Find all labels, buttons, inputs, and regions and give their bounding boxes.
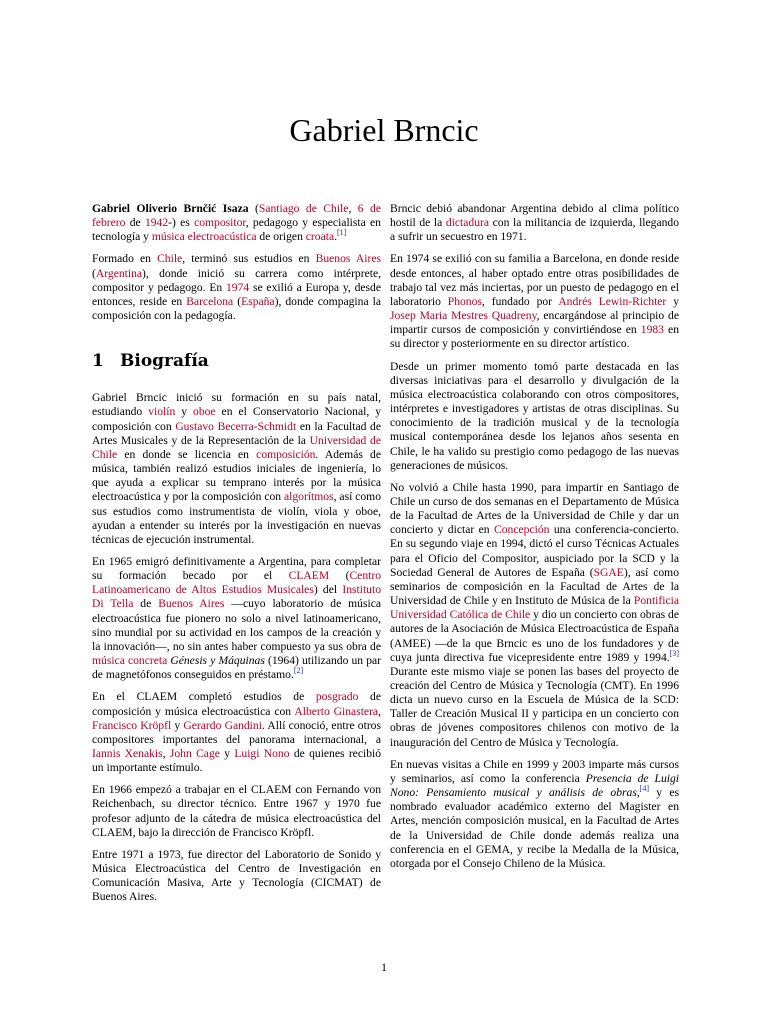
citation-2[interactable]: [2] [293,666,304,676]
section-heading-biografia [92,351,381,371]
link-compositor[interactable]: compositor [194,216,246,230]
link-claem[interactable]: CLAEM [288,569,330,583]
paragraph-1971: Entre 1971 a 1973, fue director del Laboratorio de Sonido y Música Electroacústica del Centro de Investigación en Comunicación Masiva, Arte y Tecnología (CICMAT) de Buenos Aires. [92,847,381,904]
link-barcelona[interactable]: Barcelona [186,294,234,308]
link-algoritmos[interactable]: algorítmos [284,490,334,504]
link-xenakis[interactable]: Iannis Xenakis [92,747,163,760]
link-phonos[interactable]: Phonos [447,294,482,308]
link-croata[interactable]: croata [305,230,335,244]
link-centro-latinoamericano[interactable]: Centro Latinoamericano de Altos Estudios Musicales [92,569,381,597]
left-column [92,202,381,913]
citation-1[interactable]: [1] [337,228,347,238]
link-1983[interactable]: 1983 [640,323,664,337]
link-violin[interactable]: violín [148,405,176,419]
paragraph-early-training: Gabriel Brncic inició su formación en su país natal, estudiando violín y oboe en el Conservatorio Nacional, y composición con Gustavo Becerra-Schmidt en la Facultad de Artes Musicales y de la Representación de la Universidad de Chile en donde se licencia en composición. Además de música, también realizó estudios iniciales de ingeniería, lo que ayuda a explicar su temprano interés por la música electroacústica y por la composición con algorítmos, así como sus estudios como instrumentista de violín, viola y oboe, ayudan a entender su interés por la investigación en nuevas técnicas de ejecución instrumental. [92,391,381,546]
link-chile[interactable]: Chile [157,252,183,266]
section-title: Biografía [120,351,209,372]
link-instituto-di-tella[interactable]: Instituto Di Tella [92,583,381,611]
page-title: Gabriel Brncic [289,112,479,148]
paragraph-exile-reason: Brncic debió abandonar Argentina debido al clima político hostil de la dictadura con la militancia de izquierda, llegando a sufrir un secuestro en 1971. [390,202,679,244]
page-number: 1 [381,960,387,974]
link-buenos-aires[interactable]: Buenos Aires [315,252,381,266]
link-santiago[interactable]: Santiago de Chile [258,202,349,215]
link-pontificia-universidad[interactable]: Pontificia Universidad Católica de Chile [390,594,679,622]
paragraph-formation: Formado en Chile, terminó sus estudios en Buenos Aires (Argentina), donde inició su carrera como intérprete, compositor y pedagogo. En 1974 se exilió a Europa y, desde entonces, reside en Barcelona (España), donde compagina la composición con la pedagogía. [92,252,381,323]
work-title-genesis: Génesis y Máquinas [170,654,265,668]
link-concepcion[interactable]: Concepción [494,523,550,537]
paragraph-1966: En 1966 empezó a trabajar en el CLAEM con Fernando von Reichenbach, su director técnico. Entre 1967 y 1970 fue profesor adjunto de la cátedra de música electroacústica del CLAEM, bajo la dirección de Francisco Kröpfl. [92,783,381,839]
paragraph-argentina: En 1965 emigró definitivamente a Argentina, para completar su formación becado por el CLAEM (Centro Latinoamericano de Altos Estudios Musicales) del Instituto Di Tella de Buenos Aires —cuyo laboratorio de música electroacústica fue pionero no solo a nivel latinoamericano, sino mundial por su actividad en los campos de la creación y la innovación—, no sin antes haber compuesto ya sus obra de música concreta Génesis y Máquinas (1964) utilizando un par de magnetófonos conseguidos en préstamo.[2] [92,554,382,682]
link-kropfl[interactable]: Francisco Kröpfl [92,718,172,732]
link-universidad-de-chile[interactable]: Universidad de Chile [92,433,381,461]
link-ginastera[interactable]: Alberto Ginastera [294,704,379,718]
section-number: 1 [92,351,104,372]
citation-4[interactable]: [4] [639,784,650,794]
subject-name: Gabriel Oliverio Brnčić Isaza [92,202,249,215]
link-musica-concreta[interactable]: música concreta [92,654,168,668]
paragraph-divulgation: Desde un primer momento tomó parte destacada en las diversas iniciativas para el desarrollo y divulgación de la música electroacústica colaborando con otros compositores, intérpretes e investigadores y artistas de otras disciplinas. Su conocimiento de la tradición musical y de la tecnología musical contemporánea desde los lejanos años sesenta en Chile, le ha valido su prestigio como pedagogo de las nuevas generaciones de músicos. [390,359,679,472]
link-composicion[interactable]: composición [256,447,316,461]
link-lewin-richter[interactable]: Andrés Lewin-Richter [558,294,667,308]
link-luigi-nono[interactable]: Luigi Nono [234,747,290,760]
link-buenos-aires-2[interactable]: Buenos Aires [158,597,225,611]
link-mestres-quadreny[interactable]: Josep Maria Mestres Quadreny [390,309,537,323]
link-birth-date[interactable]: 6 de febrero [92,202,381,230]
link-oboe[interactable]: oboe [193,405,216,419]
link-birth-year[interactable]: 1942 [144,216,169,230]
link-sgae[interactable]: SGAE [593,565,624,579]
citation-3[interactable]: [3] [669,648,679,658]
link-becerra-schmidt[interactable]: Gustavo Becerra-Schmidt [175,419,297,433]
link-espana[interactable]: España [241,294,275,308]
link-argentina[interactable]: Argentina [95,266,143,280]
link-1974[interactable]: 1974 [226,280,250,294]
paragraph-claem-studies: En el CLAEM completó estudios de posgrado de composición y música electroacústica con Alberto Ginastera, Francisco Kröpfl y Gerardo Gandini. Allí conoció, entre otros compositores importantes del panorama internacional, a Iannis Xenakis, John Cage y Luigi Nono de quienes recibió un importante estímulo. [92,690,382,775]
paragraph-return-chile: No volvió a Chile hasta 1990, para impartir en Santiago de Chile un curso de dos semanas en el Departamento de Música de la Facultad de Artes de la Universidad de Chile y dar un concierto y dictar en Concepción una conferencia-concierto. En su segundo viaje en 1994, dictó el curso Técnicas Actuales para el Oficio del Compositor, auspiciado por la SCD y la Sociedad General de Autores de España (SGAE), así como seminarios de composición en la Facultad de Artes de la Universidad de Chile y en Instituto de Música de la Pontificia Universidad Católica de Chile y dio un concierto con obras de autores de la Asociación de Música Electroacústica de España (AMEE) —de la que Brncic es uno de los fundadores y de cuya junta directiva fue vicepresidente entre 1989 y 1994.[3] Durante este mismo viaje se ponen las bases del proyecto de creación del Centro de Música y Tecnología (CMT). En 1996 dicta un nuevo curso en la Escuela de Música de la SCD: Taller de Creación Musical II y participa en un concierto con obras de jóvenes compositores chilenos con motivo de la inauguración del Centro de Música y Tecnología. [390,480,680,749]
link-dictadura[interactable]: dictadura [445,216,490,230]
right-column [390,202,679,879]
conference-title: Presencia de Luigi Nono: Pensamiento musical y análisis de obras [390,771,679,800]
intro-paragraph: Gabriel Oliverio Brnčić Isaza (Santiago de Chile, 6 de febrero de 1942-) es compositor, pedagogo y especialista en tecnología y música electroacústica de origen croata.[1] [92,202,381,244]
link-john-cage[interactable]: John Cage [169,747,220,760]
link-posgrado[interactable]: posgrado [315,690,359,704]
link-gandini[interactable]: Gerardo Gandini [183,718,262,732]
paragraph-new-visits: En nuevas visitas a Chile en 1999 y 2003 imparte más cursos y seminarios, así como la conferencia Presencia de Luigi Nono: Pensamiento musical y análisis de obras,[4] y es nombrado evaluador académico externo del Magister en Artes, mención composición musical, en la Facultad de Artes de la Universidad de Chile donde además realiza una conferencia en el GEMA, y recibe la Medalla de la Música, otorgada por el Consejo Chileno de la Música. [390,757,679,870]
link-musica-electroacustica[interactable]: música electroacústica [151,230,257,244]
paragraph-barcelona: En 1974 se exilió con su familia a Barcelona, en donde reside desde entonces, al haber optado entre otras posibilidades de trabajo tal vez más inciertas, por un puesto de pedagogo en el laboratorio Phonos, fundado por Andrés Lewin-Richter y Josep Maria Mestres Quadreny, encargándose al principio de impartir cursos de composición y convirtiéndose en 1983 en su director y posteriormente en su director artístico. [390,252,679,351]
